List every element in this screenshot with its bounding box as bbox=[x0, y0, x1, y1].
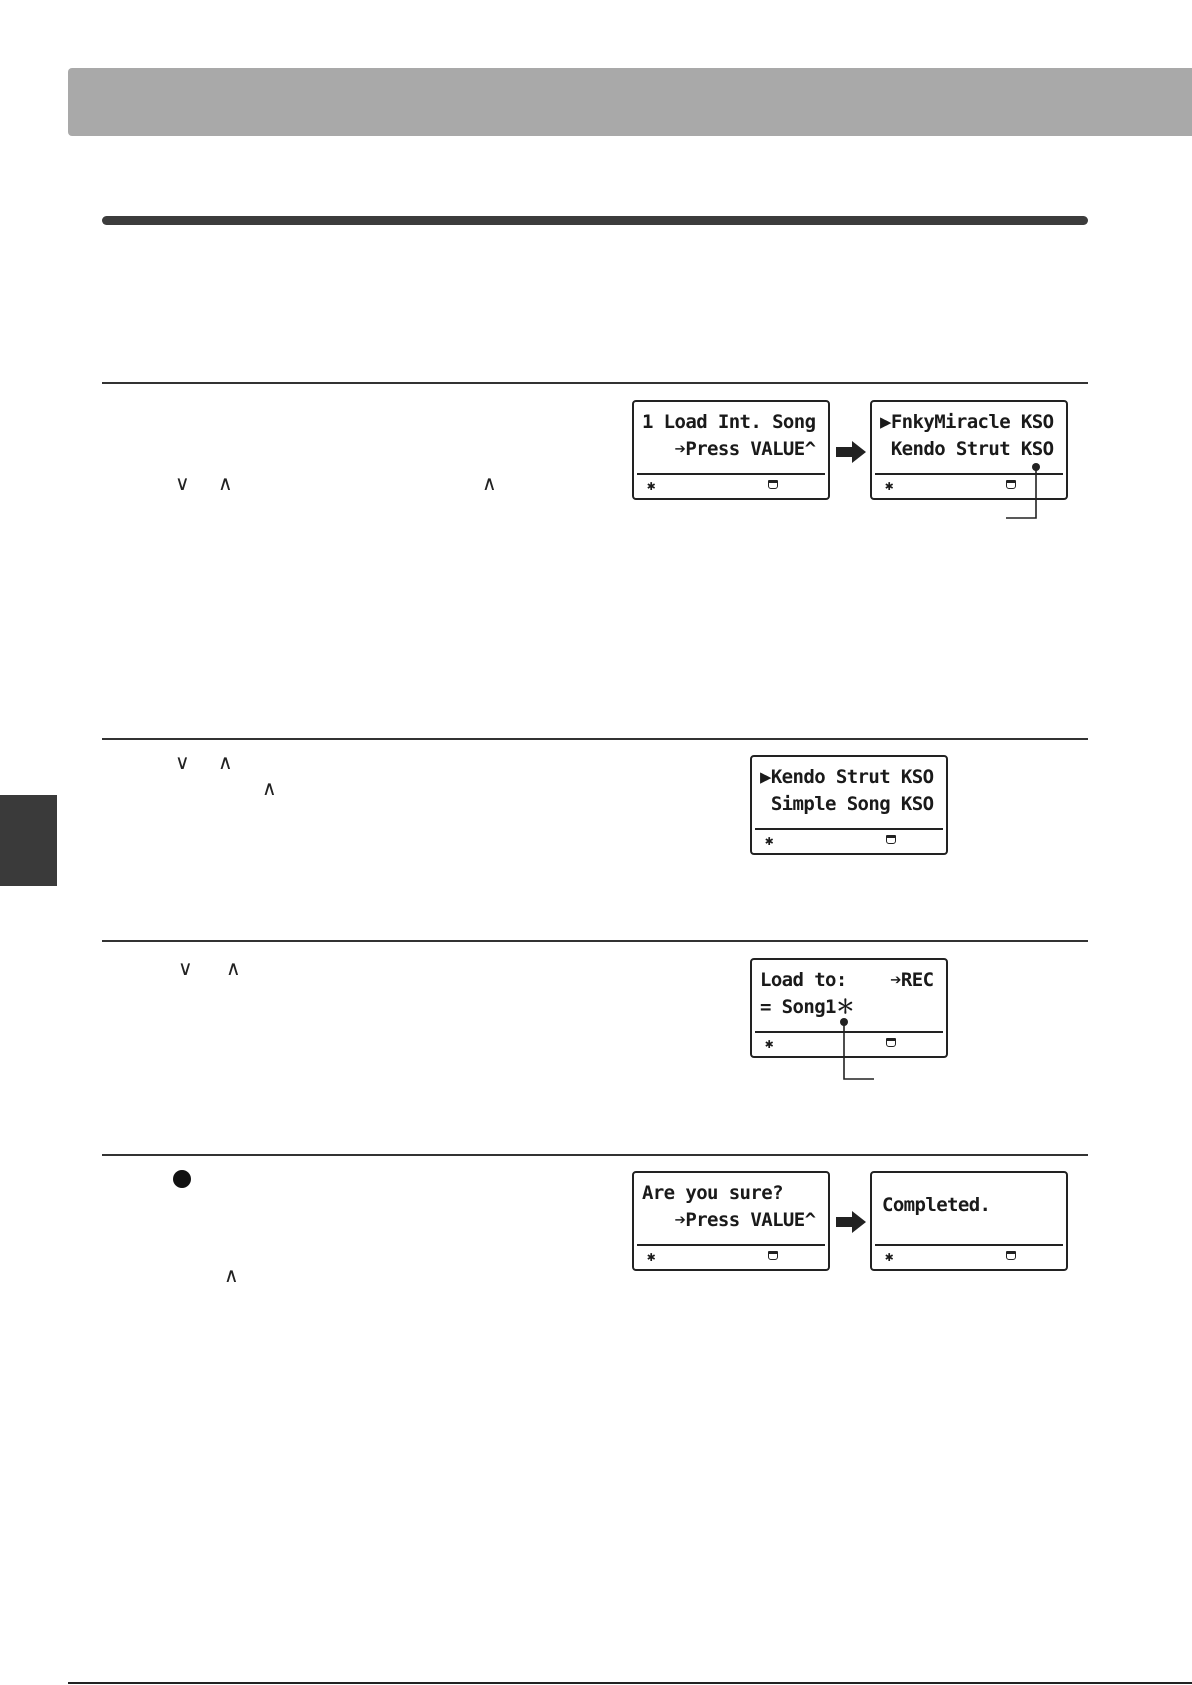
lcd-line-1: Are you sure? bbox=[642, 1182, 783, 1204]
usb-icon bbox=[1006, 1251, 1016, 1260]
lcd-are-you-sure bbox=[632, 1171, 830, 1271]
lcd-line-1: 1 Load Int. Song bbox=[642, 411, 816, 433]
up-button-glyph: ∧ bbox=[482, 471, 497, 495]
up-button-glyph: ∧ bbox=[226, 956, 241, 980]
up-button-glyph: ∧ bbox=[218, 750, 233, 774]
bluetooth-icon: ✱ bbox=[885, 478, 894, 494]
lcd-line-1: Load to: ➔REC bbox=[760, 969, 934, 991]
usb-icon bbox=[886, 1038, 896, 1047]
up-button-glyph: ∧ bbox=[224, 1263, 239, 1287]
arrow-right-icon bbox=[836, 441, 866, 463]
lcd-line-2: Kendo Strut KSO bbox=[880, 438, 1054, 460]
lcd-message: Completed. bbox=[882, 1194, 991, 1216]
callout-line bbox=[1000, 462, 1040, 522]
lcd-line-2: Simple Song KSO bbox=[760, 793, 934, 815]
lcd-load-int-song bbox=[632, 400, 830, 500]
title-rule bbox=[102, 216, 1088, 225]
arrow-right-icon bbox=[836, 1211, 866, 1233]
bluetooth-icon: ✱ bbox=[647, 1249, 656, 1265]
usb-icon bbox=[768, 480, 778, 489]
bluetooth-icon: ✱ bbox=[647, 478, 656, 494]
down-button-glyph: ∨ bbox=[175, 750, 190, 774]
step-2-rule bbox=[102, 738, 1088, 740]
bluetooth-icon: ✱ bbox=[885, 1249, 894, 1265]
step-1-rule bbox=[102, 382, 1088, 384]
up-button-glyph: ∧ bbox=[262, 776, 277, 800]
bluetooth-icon: ✱ bbox=[765, 1036, 774, 1052]
lcd-line-2: ➔Press VALUE^ bbox=[642, 438, 816, 460]
lcd-line-1: ▶FnkyMiracle KSO bbox=[880, 411, 1054, 433]
down-button-glyph: ∨ bbox=[175, 471, 190, 495]
up-button-glyph: ∧ bbox=[218, 471, 233, 495]
step-3-rule bbox=[102, 940, 1088, 942]
bluetooth-icon: ✱ bbox=[765, 833, 774, 849]
callout-line bbox=[840, 1017, 876, 1083]
lcd-completed bbox=[870, 1171, 1068, 1271]
usb-icon bbox=[768, 1251, 778, 1260]
lcd-song-select bbox=[750, 755, 948, 855]
lcd-line-2: = Song1＊ bbox=[760, 996, 855, 1018]
lcd-line-1: ▶Kendo Strut KSO bbox=[760, 766, 934, 788]
down-button-glyph: ∨ bbox=[178, 956, 193, 980]
rec-button-glyph bbox=[173, 1170, 191, 1188]
lcd-line-2: ➔Press VALUE^ bbox=[642, 1209, 816, 1231]
usb-icon bbox=[886, 835, 896, 844]
step-4-rule bbox=[102, 1154, 1088, 1156]
chapter-side-tab bbox=[0, 795, 57, 886]
chapter-header-bar bbox=[68, 68, 1192, 136]
page-bottom-rule bbox=[68, 1682, 1192, 1684]
